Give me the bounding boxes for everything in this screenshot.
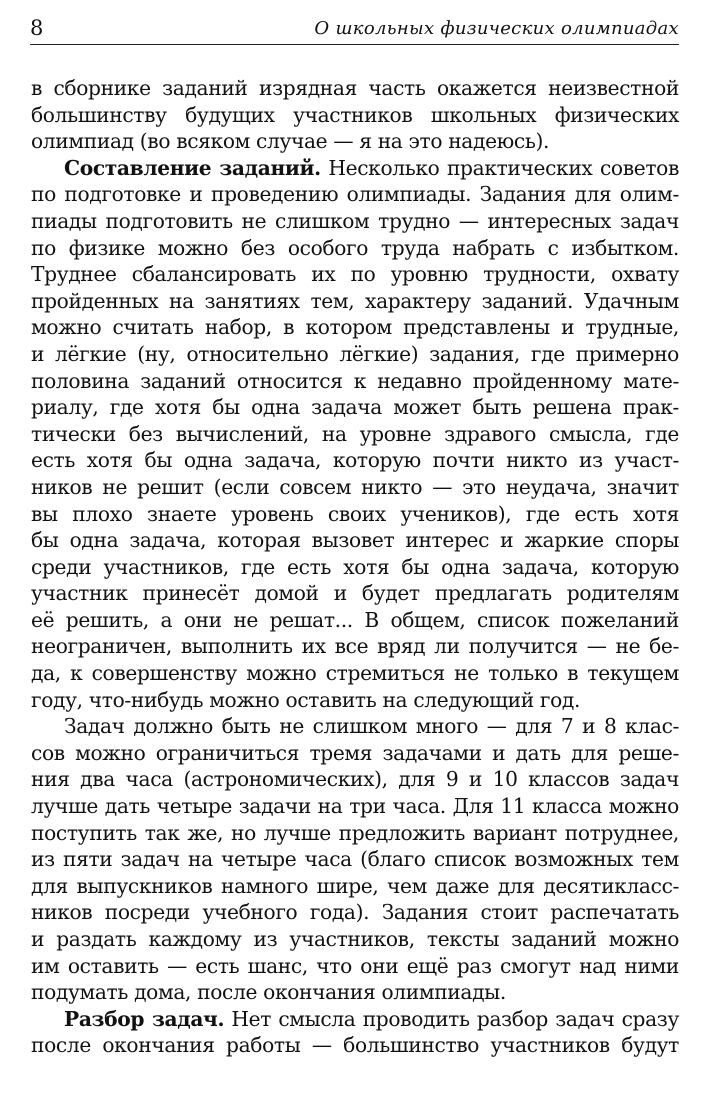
- text-line: [31, 501, 679, 528]
- text-line: [31, 607, 679, 634]
- line-text: её решить, а они не решат... В общем, список пожеланий: [31, 607, 679, 632]
- line-text: тически без вычислений, на уровне здравого смысла, где: [31, 421, 679, 446]
- paragraph-lead: Составление заданий.: [64, 155, 321, 180]
- text-line: [31, 155, 679, 182]
- line-text: среди участников, где есть хотя бы одна задача, которую: [31, 554, 679, 579]
- line-text: ния два часа (астрономических), для 9 и 10 классов задач: [31, 767, 679, 792]
- paragraph: [31, 1006, 679, 1059]
- text-line: [31, 527, 679, 554]
- line-text: сов можно ограничиться тремя задачами и дать для реше-: [31, 740, 679, 765]
- text-line: [31, 820, 679, 847]
- paragraph: [31, 155, 679, 713]
- text-line: [31, 341, 679, 368]
- body-text: [31, 75, 679, 1059]
- line-text: Нет смысла проводить разбор задач сразу: [224, 1006, 679, 1031]
- paragraph-lead: Разбор задач.: [64, 1006, 225, 1031]
- line-text: для выпускников намного шире, чем даже для десятикласс-: [31, 873, 679, 898]
- text-line: [31, 421, 679, 448]
- text-line: [31, 75, 679, 102]
- text-line: [31, 394, 679, 421]
- text-line: [31, 899, 679, 926]
- line-text: и лёгкие (ну, относительно лёгкие) задания, где примерно: [31, 341, 679, 366]
- line-text: из пяти задач на четыре часа (благо список возможных тем: [31, 847, 679, 872]
- line-text: да, к совершенству можно стремиться не только в текущем: [31, 661, 679, 686]
- text-line: [31, 793, 679, 820]
- line-text: в сборнике заданий изрядная часть окажется неизвестной: [31, 76, 679, 100]
- text-line: [31, 740, 679, 767]
- text-line: [31, 926, 679, 953]
- text-line: [31, 979, 679, 1006]
- text-line: [31, 314, 679, 341]
- paragraph: [31, 713, 679, 1006]
- line-text: поступить так же, но лучше предложить вариант потруднее,: [31, 820, 679, 845]
- text-line: [31, 288, 679, 315]
- text-line: [31, 208, 679, 235]
- text-line: [31, 128, 679, 155]
- text-line: [31, 633, 679, 660]
- line-text: бы одна задача, которая вызовет интерес и жаркие споры: [31, 528, 679, 553]
- line-text: риалу, где хотя бы одна задача может быть решена прак-: [31, 395, 679, 420]
- text-line: [31, 102, 679, 129]
- line-text: пиады подготовить не слишком трудно — интересных задач: [31, 208, 679, 233]
- text-line: [31, 873, 679, 900]
- text-line: [31, 1006, 679, 1033]
- text-line: [31, 660, 679, 687]
- text-line: [31, 235, 679, 262]
- line-text: им оставить — есть шанс, что они ещё раз смогут над ними: [31, 953, 679, 978]
- line-text: пройденных на занятиях тем, характеру заданий. Удачным: [31, 288, 679, 313]
- line-text: Несколько практических советов: [320, 155, 679, 180]
- text-line: [31, 181, 679, 208]
- line-text: по физике можно без особого труда набрать с избытком.: [31, 235, 679, 260]
- line-text: можно считать набор, в котором представлены и трудные,: [31, 315, 679, 340]
- page-number: 8: [30, 16, 44, 40]
- line-text: после окончания работы — большинство участников будут: [31, 1033, 679, 1058]
- text-line: [31, 447, 679, 474]
- line-text: подумать дома, после окончания олимпиады.: [31, 980, 506, 1005]
- line-text: и раздать каждому из участников, тексты заданий можно: [31, 927, 679, 951]
- line-text: большинству будущих участников школьных физических: [31, 102, 679, 127]
- text-line: [31, 261, 679, 288]
- text-line: [31, 953, 679, 980]
- line-text: Труднее сбалансировать их по уровню трудности, охвату: [31, 262, 679, 287]
- line-text: ников не решит (если совсем никто — это неудача, значит: [31, 474, 679, 499]
- line-text: ников посреди учебного года). Задания стоит распечатать: [31, 900, 679, 925]
- line-text: вы плохо знаете уровень своих учеников), где есть хотя: [31, 501, 679, 526]
- text-line: [31, 766, 679, 793]
- text-line: [31, 687, 679, 714]
- text-line: [31, 846, 679, 873]
- paragraph: [31, 75, 679, 155]
- line-text: участник принесёт домой и будет предлагать родителям: [31, 581, 679, 606]
- line-text: есть хотя бы одна задача, которую почти никто из участ-: [31, 448, 679, 473]
- text-line: [31, 580, 679, 607]
- text-line: [31, 474, 679, 501]
- line-text: олимпиад (во всяком случае — я на это надеюсь).: [31, 129, 550, 154]
- line-text: по подготовке и проведению олимпиады. Задания для олим-: [31, 182, 679, 207]
- text-line: [31, 368, 679, 395]
- text-line: [31, 713, 679, 740]
- page-header: [30, 14, 679, 45]
- text-line: [31, 1032, 679, 1059]
- line-text: неограничен, выполнить их все вряд ли получится — не бе-: [31, 634, 679, 659]
- line-text: лучше дать четыре задачи на три часа. Для 11 класса можно: [31, 794, 679, 819]
- line-text: половина заданий относится к недавно пройденному мате-: [31, 368, 679, 393]
- line-text: году, что-нибудь можно оставить на следующий год.: [31, 687, 581, 712]
- line-text: Задач должно быть не слишком много — для 7 и 8 клас-: [64, 714, 679, 739]
- running-title: О школьных физических олимпиадах: [314, 18, 679, 39]
- text-line: [31, 554, 679, 581]
